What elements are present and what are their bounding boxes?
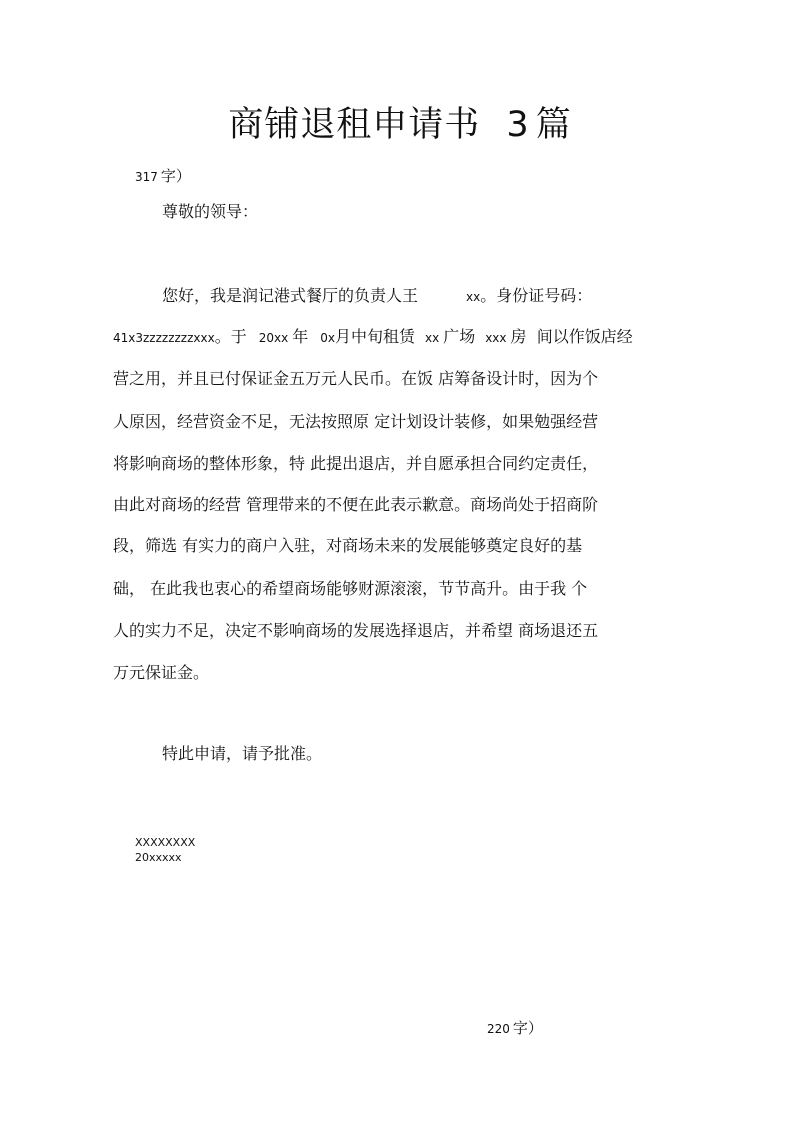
word-count-number: 220	[487, 1022, 510, 1036]
lease-text: 月中旬租赁	[334, 327, 415, 346]
word-count-note-top	[135, 166, 191, 187]
document-title	[0, 100, 800, 150]
word-count-note-bottom	[487, 1018, 543, 1039]
id-label: 。身份证号码：	[480, 286, 593, 305]
year-label: 年	[292, 327, 309, 346]
intro-line	[162, 281, 592, 312]
body-line: 万元保证金。	[113, 663, 210, 682]
title-count: 3	[506, 105, 530, 145]
signature-name: XXXXXXXX	[135, 836, 196, 849]
intro-text: 您好，我是润记港式餐厅的负责人王	[162, 286, 419, 305]
word-count-suffix: 字）	[512, 1019, 543, 1037]
word-count-suffix: 字）	[160, 167, 191, 185]
id-number: 41x3zzzzzzzzxxx	[113, 331, 215, 345]
signature-date: 20xxxxx	[135, 851, 182, 864]
body-line: 段，筛选 有实力的商户入驻，对商场未来的发展能够奠定良好的基	[113, 536, 583, 555]
closing-line: 特此申请，请予批准。	[162, 744, 323, 763]
month-placeholder: 0x	[320, 331, 335, 345]
body-line: 人的实力不足，决定不影响商场的发展选择退店，并希望 商场退还五	[113, 621, 599, 640]
title-suffix: 篇	[535, 105, 572, 145]
room-placeholder: xxx	[485, 331, 507, 345]
id-line-text-1: 。于	[214, 327, 247, 346]
body-line: 由此对商场的经营 管理带来的不便在此表示歉意。商场尚处于招商阶	[113, 495, 599, 514]
body-line: 人原因，经营资金不足，无法按照原 定计划设计装修，如果勉强经营	[113, 412, 599, 431]
plaza-placeholder: xx	[424, 331, 440, 345]
salutation: 尊敬的领导：	[162, 202, 259, 221]
body-line: 础， 在此我也衷心的希望商场能够财源滚滚，节节高升。由于我 个	[113, 579, 588, 598]
plaza-label: 广场	[443, 327, 476, 346]
word-count-number: 317	[135, 170, 158, 184]
room-text: 房 间以作饭店经	[510, 327, 633, 346]
name-placeholder: xx	[466, 290, 481, 304]
year-placeholder: 20xx	[258, 331, 289, 345]
body-line: 将影响商场的整体形象，特 此提出退店，并自愿承担合同约定责任，	[113, 454, 599, 473]
body-line: 营之用，并且已付保证金五万元人民币。在饭 店筹备设计时，因为个	[113, 369, 599, 388]
id-line	[113, 322, 633, 353]
title-text: 商铺退租申请书	[228, 105, 481, 145]
